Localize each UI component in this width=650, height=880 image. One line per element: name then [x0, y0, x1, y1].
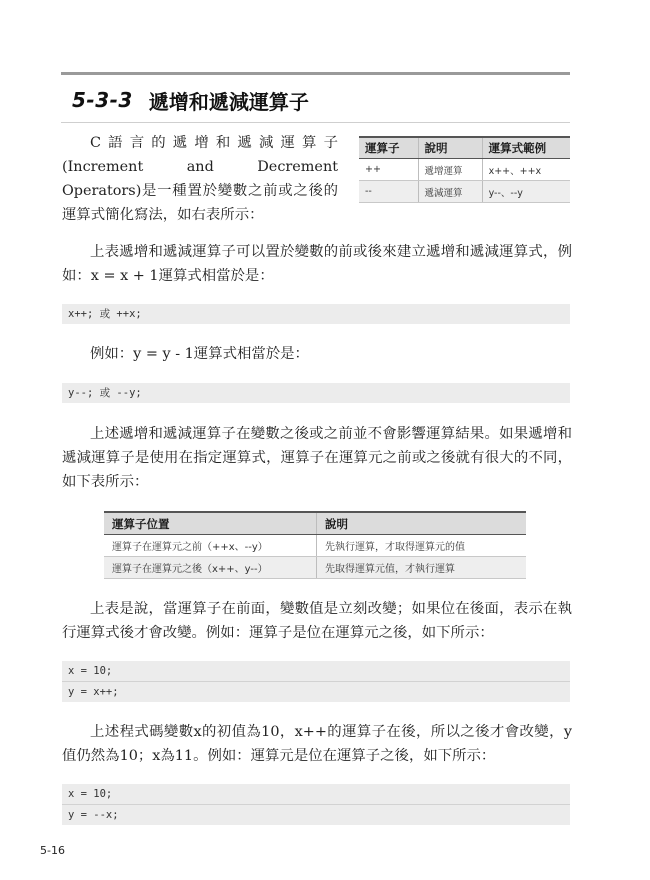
cell-description: 遞減運算 [418, 181, 482, 203]
cell-description: 先取得運算元值，才執行運算 [317, 557, 527, 579]
code-block [62, 661, 570, 702]
position-table-header [104, 512, 526, 535]
code-block [62, 784, 570, 825]
position-table [104, 511, 526, 579]
code-line: y = --x; [68, 809, 119, 821]
header-operator: 運算子 [359, 137, 418, 159]
code-line: y--; 或 --y; [68, 387, 142, 399]
table-row [104, 535, 526, 557]
cell-description: 先執行運算，才取得運算元的值 [317, 535, 527, 557]
code-line: x = 10; [62, 661, 570, 682]
code-block [62, 383, 570, 403]
cell-operator: ++ [359, 159, 418, 181]
cell-description: 遞增運算 [418, 159, 482, 181]
table-row [359, 181, 570, 203]
table-row [104, 557, 526, 579]
cell-position: 運算子在運算元之後（x++、y--） [104, 557, 317, 579]
heading-rule [61, 122, 570, 123]
section-title: 遞增和遞減運算子 [148, 89, 309, 114]
section-heading [72, 84, 572, 116]
cell-position: 運算子在運算元之前（++x、--y） [104, 535, 317, 557]
code-line: x = 10; [62, 784, 570, 805]
cell-example: x++、++x [482, 159, 570, 181]
page-number: 5-16 [40, 844, 65, 857]
header-description: 說明 [317, 512, 527, 535]
paragraph-position-note: 上述遞增和遞減運算子在變數之後或之前並不會影響運算結果。如果遞增和遞減運算子是使用在指定運算式，運算子在運算元之前或之後就有很大的不同，如下表所示： [62, 426, 572, 490]
header-example: 運算式範例 [482, 137, 570, 159]
paragraph-table-explanation: 上表是說，當運算子在前面，變數值是立刻改變；如果位在後面，表示在執行運算式後才會改變。例如：運算子是位在運算元之後，如下所示： [62, 601, 572, 641]
cell-example: y--、--y [482, 181, 570, 203]
section-number: 5-3-3 [72, 88, 133, 112]
paragraph-intro: C語言的遞增和遞減運算子(Increment and Decrement Operators)是一種置於變數之前或之後的運算式簡化寫法，如右表所示： [62, 135, 338, 223]
paragraph-decrement-example: 例如：y = y - 1運算式相當於是： [90, 346, 309, 362]
operator-table [359, 136, 570, 203]
paragraph-increment-example: 上表遞增和遞減運算子可以置於變數的前或後來建立遞增和遞減運算式，例如：x = x + 1運算式相當於是： [62, 244, 572, 284]
code-line: y = x++; [68, 686, 119, 698]
operator-table-header [359, 137, 570, 159]
paragraph-result-explanation: 上述程式碼變數x的初值為10，x++的運算子在後，所以之後才會改變，y值仍然為10；x為11。例如：運算元是位在運算子之後，如下所示： [62, 724, 572, 764]
code-line: x++; 或 ++x; [68, 308, 142, 320]
code-block [62, 304, 570, 324]
top-rule [61, 72, 570, 75]
header-position: 運算子位置 [104, 512, 317, 535]
header-description: 說明 [418, 137, 482, 159]
cell-operator: -- [359, 181, 418, 203]
table-row [359, 159, 570, 181]
